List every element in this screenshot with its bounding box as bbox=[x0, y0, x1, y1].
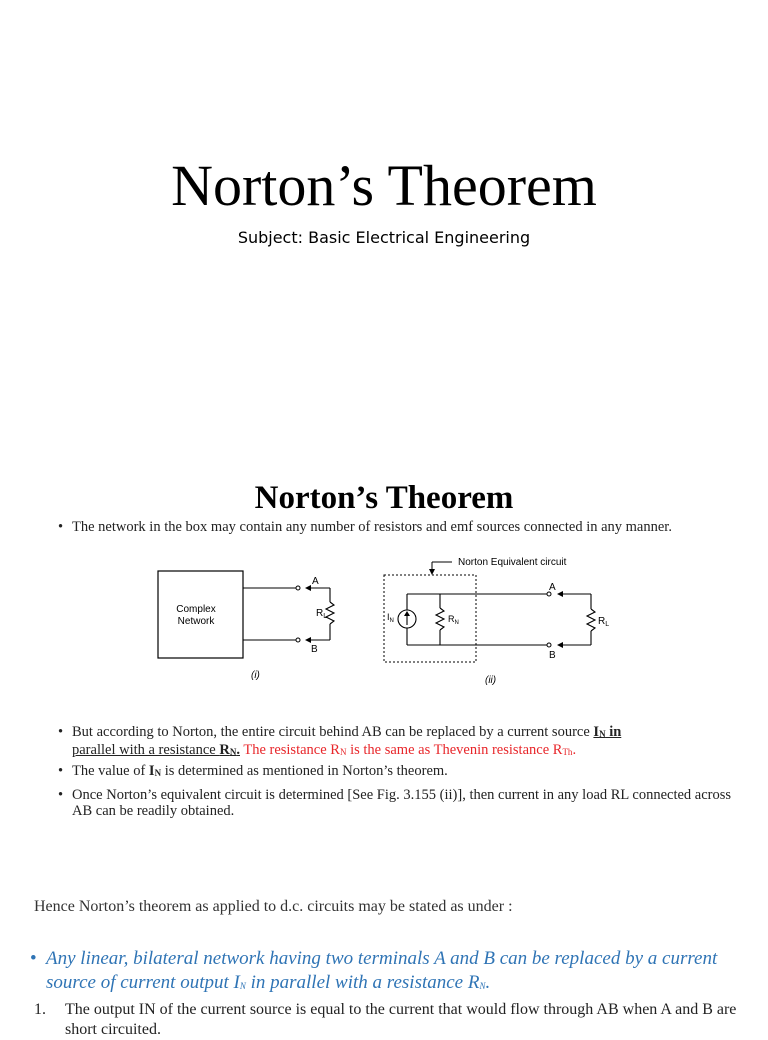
terminal-a-label: A bbox=[549, 582, 556, 593]
rl-label: $R_L$ bbox=[598, 616, 610, 628]
item-number: 1. bbox=[34, 1001, 46, 1018]
box-label-2: Network bbox=[177, 616, 215, 627]
main-title: Norton’s Theorem bbox=[171, 153, 597, 218]
bullet-text: But according to Norton, the entire circuit behind AB can be replaced by a current source $I_N$ in parallel with a resistance $R_N$. The resistance $R_N$ is the same as Thevenin resistance $R_{Th}$. bbox=[72, 724, 622, 758]
statement-text: Any linear, bilateral network having two terminals A and B can be replaced by a current source of current output $I_N$ in parallel with a resistance $R_N$. bbox=[46, 948, 718, 993]
caption-ii: (ii) bbox=[485, 675, 497, 686]
caption-i: (i) bbox=[251, 670, 260, 681]
terminal-b bbox=[296, 638, 300, 642]
subtitle: Subject: Basic Electrical Engineering bbox=[237, 228, 531, 247]
terminal-b-label: B bbox=[311, 644, 318, 655]
bullet-dot: • bbox=[58, 519, 64, 535]
bullet-dot: • bbox=[58, 724, 64, 740]
bullet-dot: • bbox=[58, 763, 64, 779]
complex-network-circuit bbox=[158, 571, 334, 681]
circuit-figure bbox=[150, 552, 620, 692]
rn-label: $R_N$ bbox=[448, 614, 459, 626]
terminal-a-label: A bbox=[312, 576, 319, 587]
bullet-dot: • bbox=[30, 948, 37, 969]
rl-label: $R_L$ bbox=[316, 608, 328, 620]
resistor-rl bbox=[326, 602, 334, 624]
in-label: $I_N$ bbox=[387, 612, 394, 624]
norton-equivalent-circuit bbox=[384, 557, 609, 686]
item-text: The output IN of the current source is equal to the current that would flow through AB when A and B are short circuited. bbox=[65, 1001, 737, 1038]
bullet-text: Once Norton’s equivalent circuit is determined [See Fig. 3.155 (ii)], then current in any load RL connected across AB can be readily obtained. bbox=[72, 787, 732, 819]
terminal-b-label: B bbox=[549, 650, 556, 661]
bullet-dot: • bbox=[58, 787, 64, 803]
terminal-b bbox=[547, 643, 551, 647]
terminal-a bbox=[296, 586, 300, 590]
resistor-rn bbox=[436, 608, 444, 630]
slide-title: Norton’s Theorem bbox=[254, 480, 514, 516]
box-label-1: Complex bbox=[176, 604, 216, 615]
resistor-rl bbox=[587, 609, 595, 631]
statement-intro: Hence Norton’s theorem as applied to d.c. circuits may be stated as under : bbox=[34, 898, 513, 915]
bullet-text: The value of $I_N$ is determined as mentioned in Norton’s theorem. bbox=[72, 763, 448, 779]
bullet-text: The network in the box may contain any number of resistors and emf sources connected in any manner. bbox=[72, 519, 672, 535]
norton-header: Norton Equivalent circuit bbox=[458, 557, 567, 568]
